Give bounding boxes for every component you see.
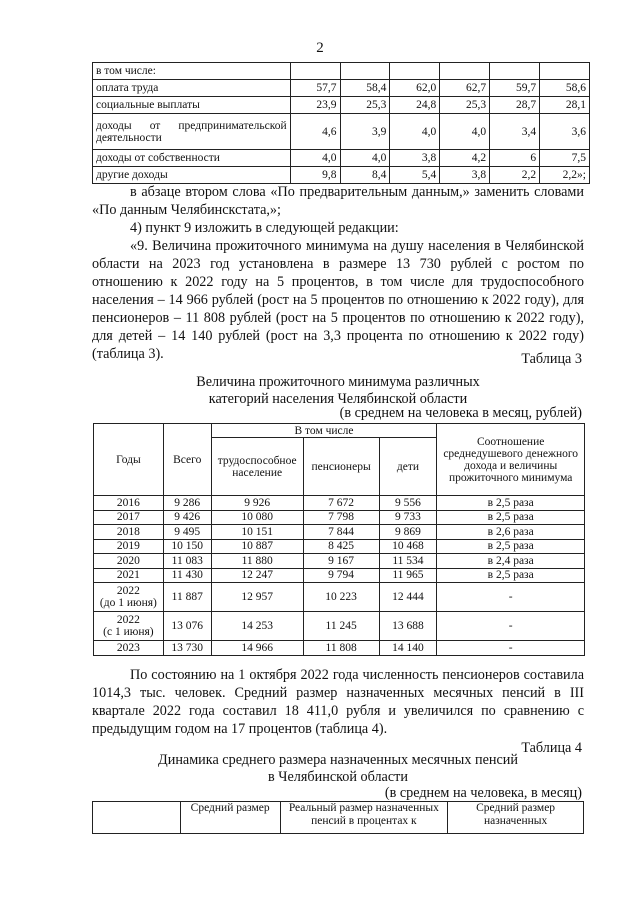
year-value: 2018 [116,525,140,538]
subsistence-row [94,583,585,612]
income-row-value: 4,6 [290,114,340,150]
subsistence-row-total: 10 150 [163,539,211,554]
subsistence-row-pensioners: 10 223 [303,583,379,612]
subsistence-minimum-table [93,423,585,656]
income-row-value: 4,0 [340,150,390,167]
subsistence-row-working: 14 966 [211,641,303,656]
year-value: 2019 [116,540,140,553]
income-row-value: 9,8 [290,167,340,184]
subsistence-row-year [94,510,164,525]
income-row [93,114,590,150]
subsistence-row-ratio: в 2,5 раза [437,568,585,583]
header-ratio: Соотношение среднедушевого денежного дохода и величины прожиточного минимума [437,424,585,496]
income-row-value: 59,7 [490,80,540,97]
year-note: (до 1 июня) [99,597,157,609]
subsistence-row-total: 11 430 [163,568,211,583]
income-row [93,97,590,114]
subsistence-row-total: 13 730 [163,641,211,656]
subsistence-row-ratio: в 2,4 раза [437,554,585,569]
subsistence-row-year [94,539,164,554]
subsistence-row-working: 10 080 [211,510,303,525]
income-row-value: 3,8 [390,150,440,167]
subsistence-minimum-table-body [94,496,585,656]
subsistence-row-children: 11 965 [379,568,437,583]
income-row-value: 62,0 [390,80,440,97]
income-row-value: 4,2 [440,150,490,167]
income-row-value: 58,6 [540,80,590,97]
subsistence-row-working: 12 247 [211,568,303,583]
table4-col1 [93,802,181,834]
subsistence-row-ratio: в 2,5 раза [437,496,585,511]
subsistence-row-children: 9 869 [379,525,437,540]
income-row-value: 4,0 [290,150,340,167]
subsistence-row-children: 12 444 [379,583,437,612]
income-row-label: в том числе: [93,63,291,80]
subsistence-row-working: 14 253 [211,612,303,641]
income-row-value [490,63,540,80]
subsistence-row-working: 10 887 [211,539,303,554]
table3-title-line2: категорий населения Челябинской области [208,391,468,407]
subsistence-row-year [94,525,164,540]
subsistence-row-total: 9 426 [163,510,211,525]
subsistence-row [94,641,585,656]
subsistence-row-ratio: - [437,641,585,656]
income-row-label: доходы от предпринимательской деятельности [93,114,291,150]
year-value: 2021 [116,569,140,582]
header-working: трудоспособное население [211,438,303,496]
subsistence-row-pensioners: 8 425 [303,539,379,554]
income-row-value: 23,9 [290,97,340,114]
header-total: Всего [163,424,211,496]
table3-label: Таблица 3 [521,351,582,367]
subsistence-row-total: 11 083 [163,554,211,569]
subsistence-row [94,612,585,641]
subsistence-row [94,496,585,511]
pension-dynamics-table [92,801,584,834]
subsistence-row-year [94,612,164,641]
income-row-value: 2,2 [490,167,540,184]
subsistence-row-total: 11 887 [163,583,211,612]
subsistence-row-children: 9 556 [379,496,437,511]
income-row-label: оплата труда [93,80,291,97]
income-row-value [540,63,590,80]
table4-col3: Реальный размер назначенных пенсий в процентах к [280,802,448,834]
income-row-value: 3,9 [340,114,390,150]
subsistence-row-pensioners: 11 245 [303,612,379,641]
subsistence-row-total: 9 495 [163,525,211,540]
income-row-value: 2,2»; [540,167,590,184]
subsistence-row-children: 9 733 [379,510,437,525]
income-structure-table [92,62,590,184]
subsistence-row-total: 13 076 [163,612,211,641]
subsistence-row-working: 9 926 [211,496,303,511]
income-row-label: социальные выплаты [93,97,291,114]
income-row-value: 4,0 [390,114,440,150]
subsistence-row [94,525,585,540]
subsistence-row-children: 10 468 [379,539,437,554]
subsistence-row-ratio: в 2,6 раза [437,525,585,540]
subsistence-row-year [94,641,164,656]
page-number: 2 [316,40,324,56]
table4-label: Таблица 4 [521,740,582,756]
amendment-paragraph-1: в абзаце втором слова «По предварительным данным,» заменить словами «По данным Челябинскстата,»; [92,184,584,218]
income-row-value: 6 [490,150,540,167]
header-including: В том числе [211,424,437,438]
subsistence-row-children: 11 534 [379,554,437,569]
income-row-value: 7,5 [540,150,590,167]
amendment-paragraph-3: «9. Величина прожиточного минимума на душу населения в Челябинской области на 2023 год установлена в размере 13 730 рублей с ростом по отношению к 2022 году на 5 процентов, в том числе для трудоспособного населения – 14 966 рублей (рост на 5 процентов по отношению к 2022 году), для пенсионеров – 11 808 рублей (рост на 5 процентов по отношению к 2022 году), для детей – 14 140 рублей (рост на 3,3 процента по отношению к 2022 году) (таблица 3). [92,238,584,362]
table4-title-line1: Динамика среднего размера назначенных месячных пенсий [158,752,518,768]
income-row-value: 28,7 [490,97,540,114]
amendment-paragraph-2: 4) пункт 9 изложить в следующей редакции: [130,220,399,236]
subsistence-row-working: 12 957 [211,583,303,612]
subsistence-row-pensioners: 7 844 [303,525,379,540]
income-row-value: 3,6 [540,114,590,150]
subsistence-row-year [94,554,164,569]
income-row-value: 8,4 [340,167,390,184]
income-row-value: 24,8 [390,97,440,114]
year-value: 2020 [116,554,140,567]
header-pensioners: пенсионеры [303,438,379,496]
year-value: 2022 [116,585,140,597]
income-row-value [340,63,390,80]
income-row-value: 57,7 [290,80,340,97]
pensioners-paragraph: По состоянию на 1 октября 2022 года численность пенсионеров составила 1014,3 тыс. человек. Средний размер назначенных месячных пенсий в III квартале 2022 года составил 18 411,0 рубля и увеличился по сравнению с предыдущим годом на 17 процентов (таблица 4). [92,667,584,737]
subsistence-row-ratio: - [437,583,585,612]
income-row-value [390,63,440,80]
income-row-value: 62,7 [440,80,490,97]
subsistence-row [94,554,585,569]
income-row-value: 3,8 [440,167,490,184]
income-row-value: 25,3 [340,97,390,114]
income-row-value: 3,4 [490,114,540,150]
income-row [93,150,590,167]
table4-col4: Средний размер назначенных [448,802,584,834]
income-row-value: 5,4 [390,167,440,184]
income-row-value: 58,4 [340,80,390,97]
income-row [93,80,590,97]
subsistence-row-year [94,583,164,612]
subsistence-row-pensioners: 11 808 [303,641,379,656]
subsistence-row [94,510,585,525]
table3-unit: (в среднем на человека в месяц, рублей) [339,405,582,421]
subsistence-row-ratio: в 2,5 раза [437,539,585,554]
subsistence-row-total: 9 286 [163,496,211,511]
income-row-label: доходы от собственности [93,150,291,167]
subsistence-row-ratio: в 2,5 раза [437,510,585,525]
income-structure-table-body [93,63,590,184]
subsistence-row-children: 13 688 [379,612,437,641]
income-row-value: 25,3 [440,97,490,114]
subsistence-row-children: 14 140 [379,641,437,656]
income-row-value [440,63,490,80]
header-children: дети [379,438,437,496]
subsistence-row-working: 10 151 [211,525,303,540]
income-row-value [290,63,340,80]
year-note: (с 1 июня) [103,626,154,638]
income-row [93,63,590,80]
income-row-value: 4,0 [440,114,490,150]
subsistence-row-year [94,568,164,583]
income-row-value: 28,1 [540,97,590,114]
subsistence-row-pensioners: 7 798 [303,510,379,525]
table4-unit: (в среднем на человека, в месяц) [384,785,582,801]
year-value: 2016 [116,496,140,509]
year-value: 2017 [116,511,140,524]
income-row [93,167,590,184]
subsistence-row [94,539,585,554]
table3-title-line1: Величина прожиточного минимума различных [196,374,480,390]
subsistence-row-pensioners: 9 167 [303,554,379,569]
subsistence-row-year [94,496,164,511]
subsistence-row [94,568,585,583]
subsistence-row-ratio: - [437,612,585,641]
subsistence-row-pensioners: 7 672 [303,496,379,511]
table4-col2: Средний размер [180,802,280,834]
table4-title-line2: в Челябинской области [268,769,408,785]
income-row-label: другие доходы [93,167,291,184]
header-years: Годы [94,424,164,496]
year-value: 2022 [116,614,140,626]
year-value: 2023 [116,641,140,654]
subsistence-row-working: 11 880 [211,554,303,569]
subsistence-row-pensioners: 9 794 [303,568,379,583]
